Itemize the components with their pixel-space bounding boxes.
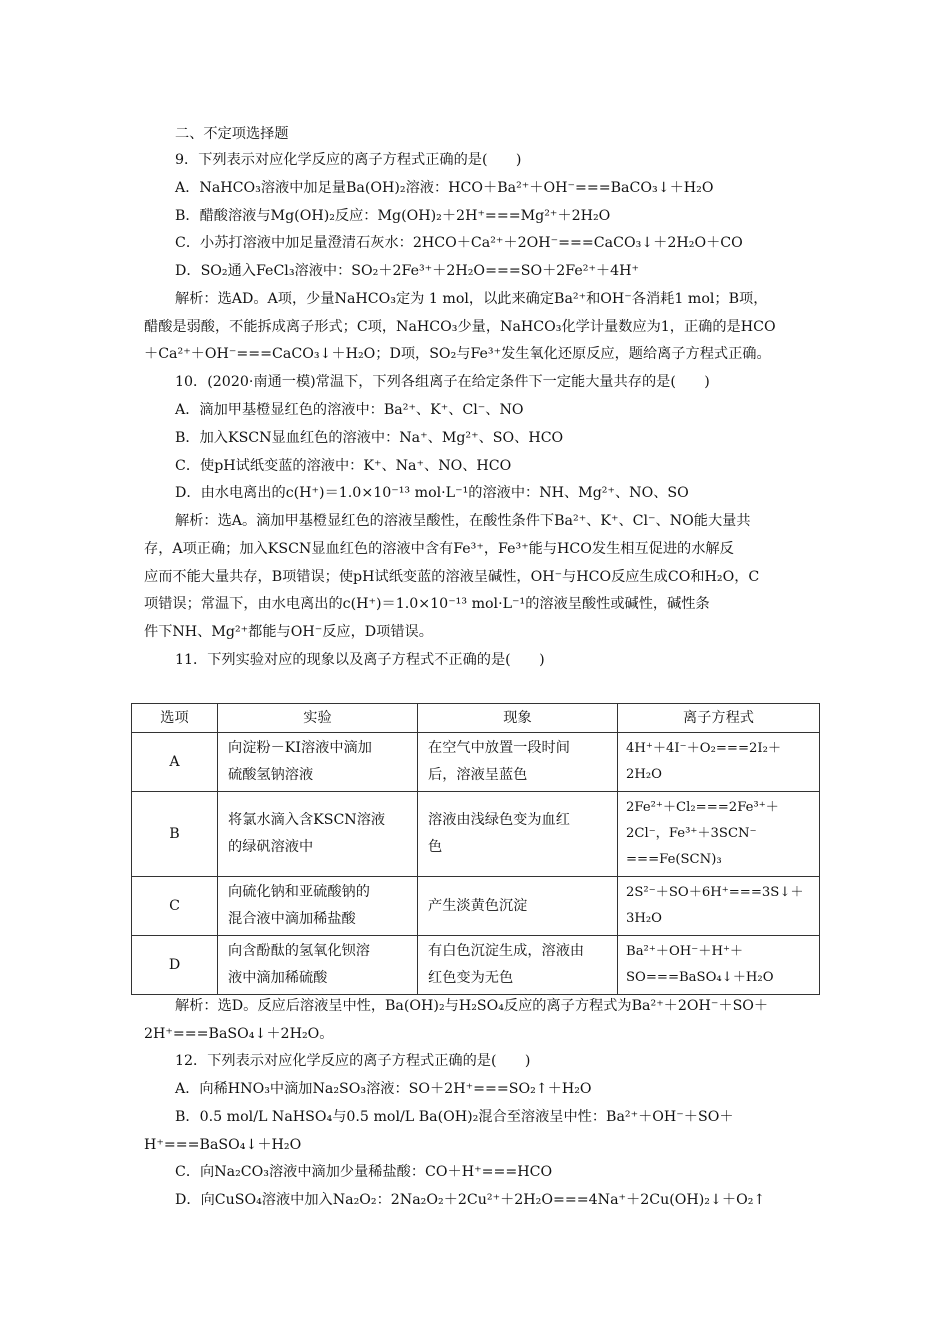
cell-line: 4H⁺＋4I⁻＋O₂===2I₂＋: [626, 741, 782, 756]
cell-line: 产生淡黄色沉淀: [428, 897, 528, 914]
q9-analysis-line: 解析：选AD。A项，少量NaHCO₃定为 1 mol，以此来确定Ba²⁺和OH⁻各消耗1 mol；B项，: [175, 291, 768, 307]
table-row: [132, 936, 820, 995]
q10-analysis-line: 存，A项正确；加入KSCN显血红色的溶液中含有Fe³⁺，Fe³⁺能与HCO发生相互促进的水解反: [144, 541, 734, 557]
cell-line: 色: [428, 839, 443, 855]
cell-line: 向淀粉－KI溶液中滴加: [228, 740, 372, 756]
section-title: 二、不定项选择题: [175, 126, 289, 142]
q11-table: [131, 703, 820, 995]
experiment-cell: [218, 733, 418, 792]
cell-line: 硫酸氢钠溶液: [228, 767, 314, 783]
q12-option-b-cont: H⁺===BaSO₄↓＋H₂O: [144, 1137, 302, 1153]
option-cell: C: [132, 877, 218, 936]
cell-line: 向硫化钠和亚硫酸钠的: [228, 884, 370, 900]
q10-analysis-line: 应而不能大量共存，B项错误；使pH试纸变蓝的溶液呈碱性，OH⁻与HCO反应生成CO和H₂O，C: [144, 569, 760, 585]
cell-line: 2S²⁻＋SO＋6H⁺===3S↓＋: [626, 885, 804, 900]
q9-option-c: C．小苏打溶液中加足量澄清石灰水：2HCO＋Ca²⁺＋2OH⁻===CaCO₃↓＋2H₂O＋CO: [175, 235, 743, 251]
q12-option-c: C．向Na₂CO₃溶液中滴加少量稀盐酸：CO＋H⁺===HCO: [175, 1164, 553, 1180]
cell-line: 混合液中滴加稀盐酸: [228, 911, 356, 927]
cell-line: 溶液由浅绿色变为血红: [428, 812, 570, 828]
cell-line: 在空气中放置一段时间: [428, 740, 570, 756]
cell-line: 液中滴加稀硫酸: [228, 970, 328, 986]
experiment-cell: [218, 936, 418, 995]
option-cell: D: [132, 936, 218, 995]
q11-stem: 11．下列实验对应的现象以及离子方程式不正确的是( ): [175, 652, 545, 668]
equation-cell: [618, 733, 820, 792]
column-header: 选项: [132, 704, 218, 733]
equation-cell: [618, 877, 820, 936]
column-header: 实验: [218, 704, 418, 733]
cell-line: 2H₂O: [626, 767, 662, 782]
cell-line: 后，溶液呈蓝色: [428, 767, 528, 783]
table-row: [132, 792, 820, 877]
table-row: [132, 877, 820, 936]
cell-line: Ba²⁺＋OH⁻＋H⁺＋: [626, 944, 744, 959]
q10-analysis-line: 项错误；常温下，由水电离出的c(H⁺)＝1.0×10⁻¹³ mol·L⁻¹的溶液呈酸性或碱性，碱性条: [144, 596, 710, 612]
cell-line: SO===BaSO₄↓＋H₂O: [626, 970, 774, 985]
q10-option-c: C．使pH试纸变蓝的溶液中：K⁺、Na⁺、NO、HCO: [175, 458, 512, 474]
cell-line: 向含酚酞的氢氧化钡溶: [228, 943, 370, 959]
equation-cell: [618, 936, 820, 995]
cell-line: 红色变为无色: [428, 970, 514, 986]
cell-line: 将氯水滴入含KSCN溶液: [228, 812, 386, 828]
q12-option-b: B．0.5 mol/L NaHSO₄与0.5 mol/L Ba(OH)₂混合至溶液呈中性：Ba²⁺＋OH⁻＋SO＋: [175, 1109, 734, 1125]
q10-stem: 10．(2020·南通一模)常温下，下列各组离子在给定条件下一定能大量共存的是( ): [175, 374, 710, 390]
q9-stem: 9．下列表示对应化学反应的离子方程式正确的是( ): [175, 152, 522, 168]
q10-analysis-line: 解析：选A。滴加甲基橙显红色的溶液呈酸性，在酸性条件下Ba²⁺、K⁺、Cl⁻、NO能大量共: [175, 513, 751, 529]
q11-analysis-line: 解析：选D。反应后溶液呈中性，Ba(OH)₂与H₂SO₄反应的离子方程式为Ba²⁺＋2OH⁻＋SO＋: [175, 998, 769, 1014]
cell-line: 2Cl⁻，Fe³⁺＋3SCN⁻: [626, 826, 757, 841]
q9-option-a: A．NaHCO₃溶液中加足量Ba(OH)₂溶液：HCO＋Ba²⁺＋OH⁻===BaCO₃↓＋H₂O: [175, 180, 714, 196]
option-cell: B: [132, 792, 218, 877]
cell-line: 有白色沉淀生成，溶液由: [428, 943, 585, 959]
experiment-cell: [218, 877, 418, 936]
q10-analysis-line: 件下NH、Mg²⁺都能与OH⁻反应，D项错误。: [144, 624, 433, 640]
experiment-cell: [218, 792, 418, 877]
column-header: 离子方程式: [618, 704, 820, 733]
q10-option-a: A．滴加甲基橙显红色的溶液中：Ba²⁺、K⁺、Cl⁻、NO: [175, 402, 524, 418]
q9-analysis-line: 醋酸是弱酸，不能拆成离子形式；C项，NaHCO₃少量，NaHCO₃化学计量数应为1，正确的是HCO: [144, 319, 776, 335]
option-cell: A: [132, 733, 218, 792]
table-row: [132, 733, 820, 792]
cell-line: 2Fe²⁺＋Cl₂===2Fe³⁺＋: [626, 800, 779, 815]
q9-analysis-line: ＋Ca²⁺＋OH⁻===CaCO₃↓＋H₂O；D项，SO₂与Fe³⁺发生氧化还原反应，题给离子方程式正确。: [144, 346, 771, 362]
q9-option-d: D．SO₂通入FeCl₃溶液中：SO₂＋2Fe³⁺＋2H₂O===SO＋2Fe²⁺＋4H⁺: [175, 263, 640, 279]
q9-option-b: B．醋酸溶液与Mg(OH)₂反应：Mg(OH)₂＋2H⁺===Mg²⁺＋2H₂O: [175, 208, 611, 224]
table-header-row: [132, 704, 820, 733]
phenomenon-cell: [418, 733, 618, 792]
q11-analysis-line: 2H⁺===BaSO₄↓＋2H₂O。: [144, 1026, 334, 1042]
cell-line: ===Fe(SCN)₃: [626, 852, 722, 867]
column-header: 现象: [418, 704, 618, 733]
phenomenon-cell: [418, 936, 618, 995]
phenomenon-cell: [418, 792, 618, 877]
q12-stem: 12．下列表示对应化学反应的离子方程式正确的是( ): [175, 1053, 531, 1069]
q12-option-d: D．向CuSO₄溶液中加入Na₂O₂：2Na₂O₂＋2Cu²⁺＋2H₂O===4Na⁺＋2Cu(OH)₂↓＋O₂↑: [175, 1192, 766, 1208]
phenomenon-cell: [418, 877, 618, 936]
q10-option-d: D．由水电离出的c(H⁺)＝1.0×10⁻¹³ mol·L⁻¹的溶液中：NH、Mg²⁺、NO、SO: [175, 485, 689, 501]
q10-option-b: B．加入KSCN显血红色的溶液中：Na⁺、Mg²⁺、SO、HCO: [175, 430, 564, 446]
q12-option-a: A．向稀HNO₃中滴加Na₂SO₃溶液：SO＋2H⁺===SO₂↑＋H₂O: [175, 1081, 592, 1097]
cell-line: 3H₂O: [626, 911, 662, 926]
cell-line: 的绿矾溶液中: [228, 839, 314, 855]
equation-cell: [618, 792, 820, 877]
